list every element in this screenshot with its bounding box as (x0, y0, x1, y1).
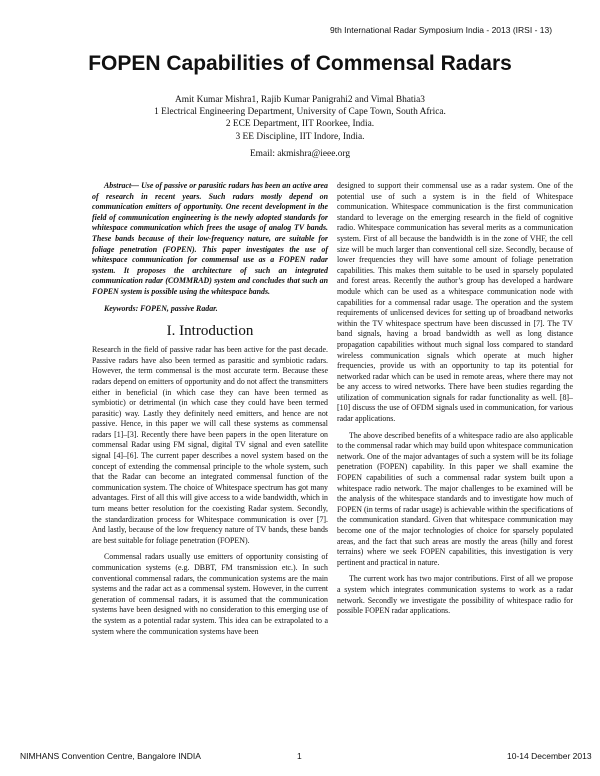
author-email: Email: akmishra@ieee.org (249, 149, 351, 159)
intro-paragraph-5: The current work has two major contributions. First of all we propose a system which integrates communication systems to work as a radar network. Secondly we investigate the possibility of whitespace radio for possible FOPEN radar applications. (337, 574, 573, 616)
affiliation-2: 2 ECE Department, IIT Roorkee, India. (225, 119, 375, 130)
affiliation-3: 3 EE Discipline, IIT Indore, India. (235, 131, 365, 142)
left-column (92, 181, 328, 637)
intro-paragraph-2: Commensal radars usually use emitters of opportunity consisting of communication systems (e.g. DBBT, FM transmission etc.). In such conventional commensal radars, the communication systems are the main systems and the radar act as a commensal system. However, in the current generation of commensal radars, it is assumed that the communication systems have been designed with no consideration to this emerging use of the system as a potential radar system. This idea can be extrapolated to a system where the communication systems have been (92, 552, 328, 636)
abstract-text: Abstract— Use of passive or parasitic radars has been an active area of research in recent years. Such radars mostly depend on communication emitters of opportunity. One recent development in the field of communication engineering is the newly adopted standards for whitespace communication which frees the usage of analog TV bands. These bands because of their low-frequency nature, are suitable for foliage penetration (FOPEN). This paper investigates the use of whitespace communication for commensal use as a FOPEN radar system. It proposes the architecture of such an integrated communication radar (COMMRAD) system and concludes that such an FOPEN system is possible using the whitespace bands. (92, 181, 328, 296)
footer-venue: NIMHANS Convention Centre, Bangalore INDIA (20, 751, 201, 761)
section-heading-introduction: I. Introduction (166, 323, 254, 340)
paper-title: FOPEN Capabilities of Commensal Radars (88, 52, 512, 75)
author-block (0, 94, 600, 143)
conference-header: 9th International Radar Symposium India - 2013 (IRSI - 13) (330, 25, 553, 35)
right-column (337, 181, 573, 617)
footer-page-number: 1 (297, 751, 302, 761)
affiliation-1: 1 Electrical Engineering Department, University of Cape Town, South Africa. (154, 107, 446, 118)
intro-paragraph-4: The above described benefits of a whitespace radio are also applicable to the commensal radar which may build upon whitespace communication network. One of the major advantages of such a system will be its foliage penetration (FOPEN) capability. In this paper we shall examine the FOPEN capabilities of such a commensal radar system built upon a whitespace radio network. The major challenges to be examined will be the analysis of the whitespace standards and to investigate how much of FOPEN (in terms of radar usage) is achievable within the specifications of the communication standard. Given that whitespace communication may become one of the major technologies of choice for sparsely populated areas, and the fact that such areas are mostly the areas (hilly and forest terrains) where we seek FOPEN capabilities, this investigation is very pertinent and practical in nature. (337, 430, 573, 567)
intro-paragraph-3: designed to support their commensal use as a radar system. One of the potential use of such a system is in the field of Whitespace communication. Whitespace communication is the first communication standard to leverage on the emerging research in the field of cognitive radio. Whitespace communication has several merits as a communication system. First of all because the bandwidth is in the zone of VHF, the cell size will be much larger than conventional cell size. Secondly, because of lower frequencies they will have some amount of foliage penetration capabilities. This makes them suitable to be used in sparsely populated and forest areas. Recently the author’s group has developed a hardware module which can be used as a whitespace communication node with capabilities for a commensal radar usage. The operation and the system requirements of unlicensed devices for setting up of broadband networks within the TV whitespace spectrum have been discussed in [7]. The TV band signals, having a broad bandwidth as well as long distance propagation capabilities without much signal loss compared to standard wireless communication signals which operate at much higher frequencies, provide us with an opportunity to tap its potential for networked radar which can be used in remote areas, where there may not be any access to wired networks. There have been studies regarding the utilization of communication signals for radar functionality as well. [8]–[10] discuss the use of OFDM signals used in communication, for various radar applications. (337, 181, 573, 424)
keywords: Keywords: FOPEN, passive Radar. (104, 303, 218, 313)
author-names: Amit Kumar Mishra1, Rajib Kumar Panigrahi2 and Vimal Bhatia3 (174, 95, 425, 105)
footer-date: 10-14 December 2013 (507, 751, 592, 761)
intro-paragraph-1: Research in the field of passive radar has been active for the past decade. Passive radars have also been termed as parasitic and symbiotic radars. However, the term commensal is the most accurate term. Because these radars depend on emitters of opportunity and do not affect the transmitters either in beneficial (in which case they can have been termed as symbiotic) or detrimental (in which case they could have been termed parasitic) way. Lastly they definitely need emitters, and hence are not passive. Hence, in this paper we will call these systems as commensal radars [1]–[3]. Recently there have been papers in the open literature on commensal Radar using FM signal, digital TV signal and even satellite signal [4]–[6]. The current paper describes a novel system based on the concept of extending the commensal principle to the whole system, such that the Radar can become an integrated commensal function of the communication system. The choice of Whitespace spectrum has got many advantages. First of all this will give access to a wide bandwidth, which in turn means better resolution for the coexisting Radar system. Secondly, the standardization process for Whitespace communication is over [7]. And lastly, because of the low frequency nature of TV bands, these bands are best suitable for foliage penetration (FOPEN). (92, 345, 328, 545)
